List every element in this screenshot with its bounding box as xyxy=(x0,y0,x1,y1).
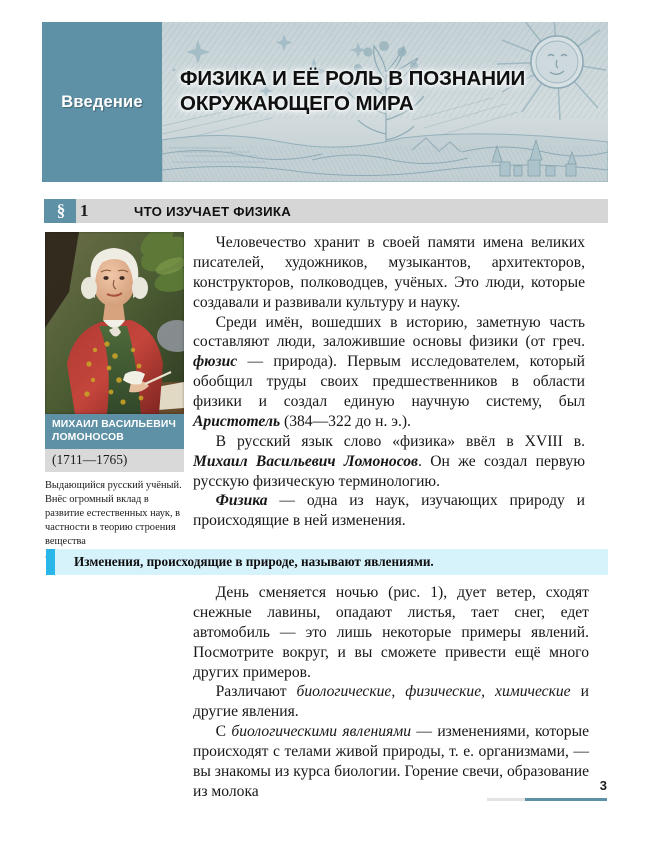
p7-part-a: С xyxy=(215,723,232,741)
name-lomonosov: Михаил Васильевич Ломоносов xyxy=(193,452,419,470)
chapter-label-block xyxy=(42,22,162,182)
paragraph-biological-phenomena xyxy=(193,722,589,802)
p3-part-a: В русский язык слово «физика» ввёл в XVIII в. xyxy=(215,432,585,450)
p3-part-b: . Он же создал первую русскую физическую терминологию. xyxy=(193,452,585,490)
paragraph-mark-badge: § xyxy=(44,199,76,223)
paragraph-phenomena-kinds xyxy=(193,682,589,722)
p4-part-a: — одна из наук, изучающих природу и происходящие в ней изменения. xyxy=(193,492,585,530)
definition-callout xyxy=(46,549,608,575)
term-biological-phenomena: биологическими явлениями xyxy=(231,723,412,741)
secondary-text-column xyxy=(193,583,589,802)
chapter-title-line-1: ФИЗИКА И ЕЁ РОЛЬ В ПОЗНАНИИ xyxy=(180,67,526,90)
paragraph-among-names xyxy=(193,313,585,432)
chapter-title xyxy=(180,66,600,116)
p7-part-b: — изменениями, которые происходят с телами живой природы, т. е. организмами, — вы знакомы из курса биологии. Горение свечи, образование из молока xyxy=(193,723,589,800)
paragraph-day-night: День сменяется ночью (рис. 1), дует ветер, сходят снежные лавины, опадают листья, тает снег, едет автомобиль — это лишь некоторые примеры явлений. Посмотрите вокруг, и вы сможете привести ещё много других примеров. xyxy=(193,584,589,681)
p6-part-a: Различают xyxy=(215,683,297,701)
terms-phenomena-types: биологические, физические, химические xyxy=(296,683,571,701)
chapter-banner xyxy=(42,22,608,182)
paragraph-russian-word xyxy=(193,432,585,492)
section-heading xyxy=(44,199,608,223)
p2-part-a: Среди имён, вошедших в историю, заметную часть составляют люди, заложившие основы физики (от греч. xyxy=(193,313,585,351)
callout-accent-bar xyxy=(46,549,55,575)
p6-part-b: и другие явления. xyxy=(193,683,589,721)
footer-rule xyxy=(487,798,607,801)
footer-rule-accent xyxy=(525,798,607,801)
portrait-sidebar xyxy=(45,232,184,558)
main-text-column xyxy=(193,233,585,531)
paragraph-humanity: Человечество хранит в своей памяти имена великих писателей, художников, музыкантов, архитекторов, конструкторов, полководцев, учёных. Это люди, которые создавали и развивали культуру и науку. xyxy=(193,234,585,311)
term-fyzis: фюзис xyxy=(193,353,238,371)
portrait-caption-name: МИХАИЛ ВАСИЛЬЕВИЧ ЛОМОНОСОВ xyxy=(45,414,184,449)
footer-rule-light xyxy=(487,798,525,801)
chapter-label: Введение xyxy=(61,92,143,111)
name-aristotle: Аристотель xyxy=(193,412,281,430)
p2-part-c: (384—322 до н. э.). xyxy=(280,412,411,430)
callout-text: Изменения, происходящие в природе, называют явлениями. xyxy=(74,554,434,569)
paragraph-physics-definition xyxy=(193,491,585,531)
chapter-banner-art xyxy=(162,22,608,182)
p2-part-b: — природа). Первым исследователем, который обобщил труды своих предшественников в области физики и создал единую научную систему, был xyxy=(193,353,585,410)
section-number: 1 xyxy=(80,201,89,220)
term-physics: Физика xyxy=(215,492,268,510)
mikhail-lomonosov-portrait-icon xyxy=(45,232,184,414)
portrait-caption-dates: (1711—1765) xyxy=(45,449,184,472)
section-title: ЧТО ИЗУЧАЕТ ФИЗИКА xyxy=(134,203,292,219)
page-number: 3 xyxy=(599,778,607,793)
portrait-caption-body: Выдающийся русский учёный. Внёс огромный вклад в развитие естественных наук, в частности в теорию строения вещества xyxy=(45,480,182,547)
chapter-title-line-2: ОКРУЖАЮЩЕГО МИРА xyxy=(180,92,414,115)
